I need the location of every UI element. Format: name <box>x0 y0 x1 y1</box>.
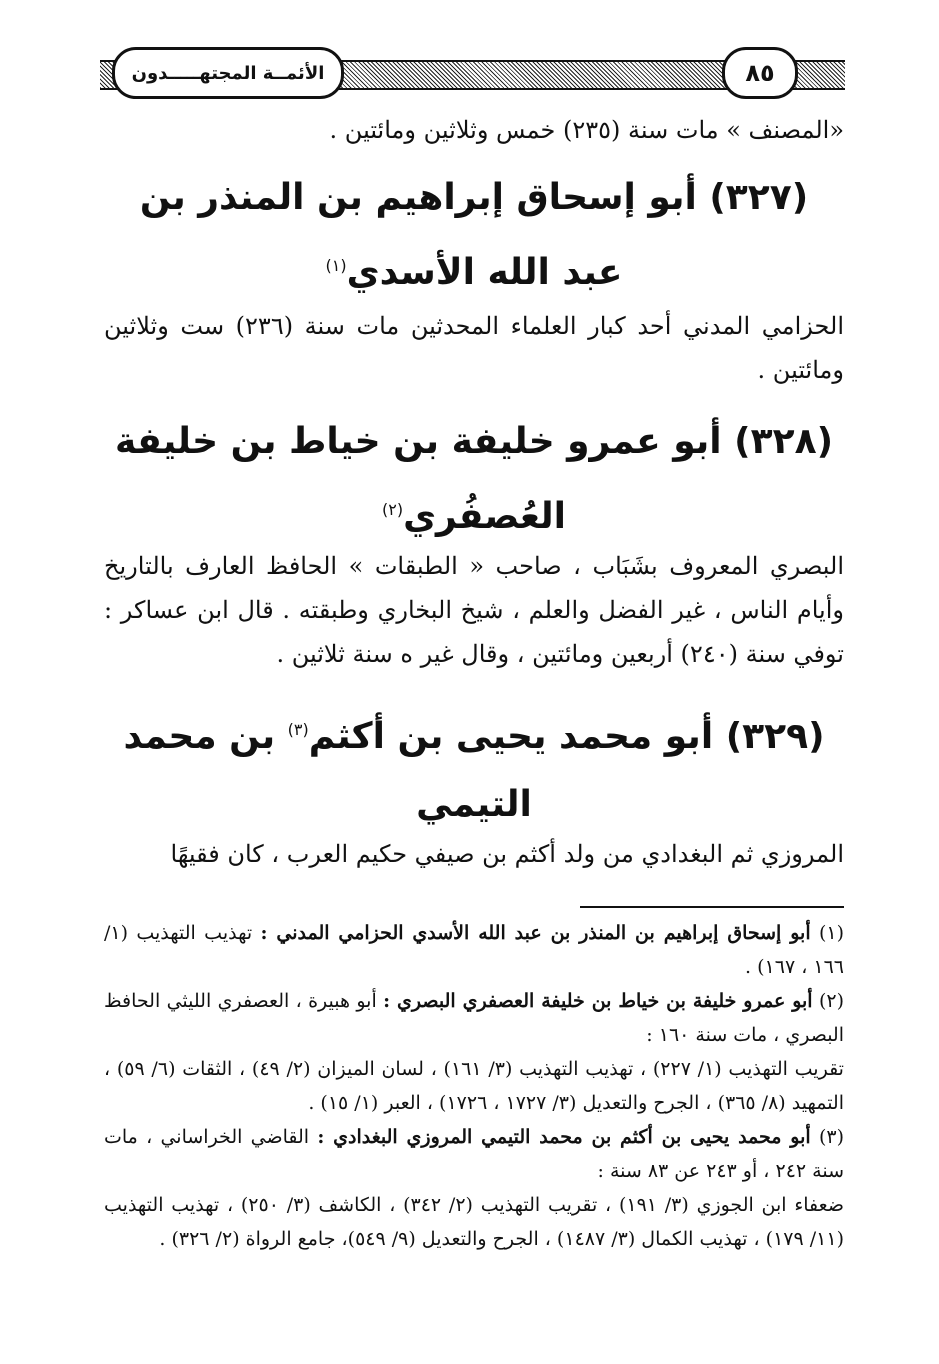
entry-heading-327 <box>104 164 844 307</box>
entry-text-328: البصري المعروف بشَبَاب ، صاحب « الطبقات » الحافظ العارف بالتاريخ وأيام الناس ، غير الفضل والعلم ، شيخ البخاري وطبقته . قال ابن عساكر : توفي سنة (٢٤٠) أربعين ومائتين ، وقال غير ه سنة ثلاثين . <box>104 552 844 668</box>
intro-line: «المصنف » مات سنة (٢٣٥) خمس وثلاثين ومائتين . <box>329 116 844 144</box>
entry-heading-text: (٣٢٧) أبو إسحاق إبراهيم بن المنذر بن عبد الله الأسدي <box>139 177 809 293</box>
entry-text-327: الحزامي المدني أحد كبار العلماء المحدثين مات سنة (٢٣٦) ست وثلاثين ومائتين . <box>104 312 845 384</box>
entry-heading-text-cont: بن محمد التيمي <box>123 716 532 825</box>
footnote-references: ضعفاء ابن الجوزي (٣/ ١٩١) ، تقريب التهذيب (٢/ ٣٤٢) ، الكاشف (٣/ ٢٥٠) ، تهذيب التهذيب (١١/ ١٧٩) ، تهذيب الكمال (٣/ ١٤٨٧) ، الجرح والتعديل (٩/ ٥٤٩)، جامع الرواة (٢/ ٣٢٦) . <box>104 1194 844 1250</box>
footnote-ref: (٣) <box>287 720 309 739</box>
footnote <box>104 916 844 984</box>
footnote-ref: (١) <box>325 256 347 275</box>
footnote-number: (٢) <box>818 990 845 1012</box>
footnote-references: تقريب التهذيب (١/ ٢٢٧) ، تهذيب التهذيب (٣/ ١٦١) ، لسان الميزان (٢/ ٤٩) ، الثقات (٦/ ٥٩) ، التمهيد (٨/ ٣٦٥) ، الجرح والتعديل (٣/ ١٧٢٧ ، ١٧٢٦) ، العبر (١/ ١٥) . <box>104 1058 844 1114</box>
entry-heading-329 <box>104 696 844 839</box>
page-header <box>100 44 845 100</box>
footnote-subject: أبو إسحاق إبراهيم بن المنذر بن عبد الله الأسدي الحزامي المدني : <box>260 922 811 944</box>
entry-text-329: المروزي ثم البغدادي من ولد أكثم بن صيفي حكيم العرب ، كان فقيهًا <box>170 840 844 868</box>
footnote <box>104 1120 844 1188</box>
entry-heading-text: (٣٢٨) أبو عمرو خليفة بن خياط بن خليفة العُصفُري <box>114 421 834 537</box>
entry-heading-328 <box>104 408 844 551</box>
running-title: الأئمــة المجتهـــــدون <box>112 47 344 99</box>
footnote <box>104 984 844 1052</box>
footnote-number: (١) <box>818 922 844 944</box>
entry-heading-text: (٣٢٩) أبو محمد يحيى بن أكثم <box>308 716 825 757</box>
footnote-separator <box>580 906 844 908</box>
footnote-subject: أبو عمرو خليفة بن خياط بن خليفة العصفري البصري : <box>383 990 813 1012</box>
footnotes <box>104 916 844 1256</box>
footnote-text: القاضي الخراساني ، مات سنة ٢٤٢ ، أو ٢٤٣ عن ٨٣ سنة : <box>104 1126 844 1182</box>
footnote-text: أبو هبيرة ، العصفري الليثي الحافظ البصري ، مات سنة ١٦٠ : <box>104 990 844 1046</box>
footnote-text: تهذيب التهذيب (١/ ١٦٦ ، ١٦٧) . <box>104 922 844 978</box>
footnote-number: (٣) <box>818 1126 844 1148</box>
page-number: ٨٥ <box>722 47 798 99</box>
footnote-ref: (٢) <box>381 500 404 519</box>
footnote-subject: أبو محمد يحيى بن أكثم بن محمد التيمي المروزي البغدادي : <box>317 1126 811 1148</box>
